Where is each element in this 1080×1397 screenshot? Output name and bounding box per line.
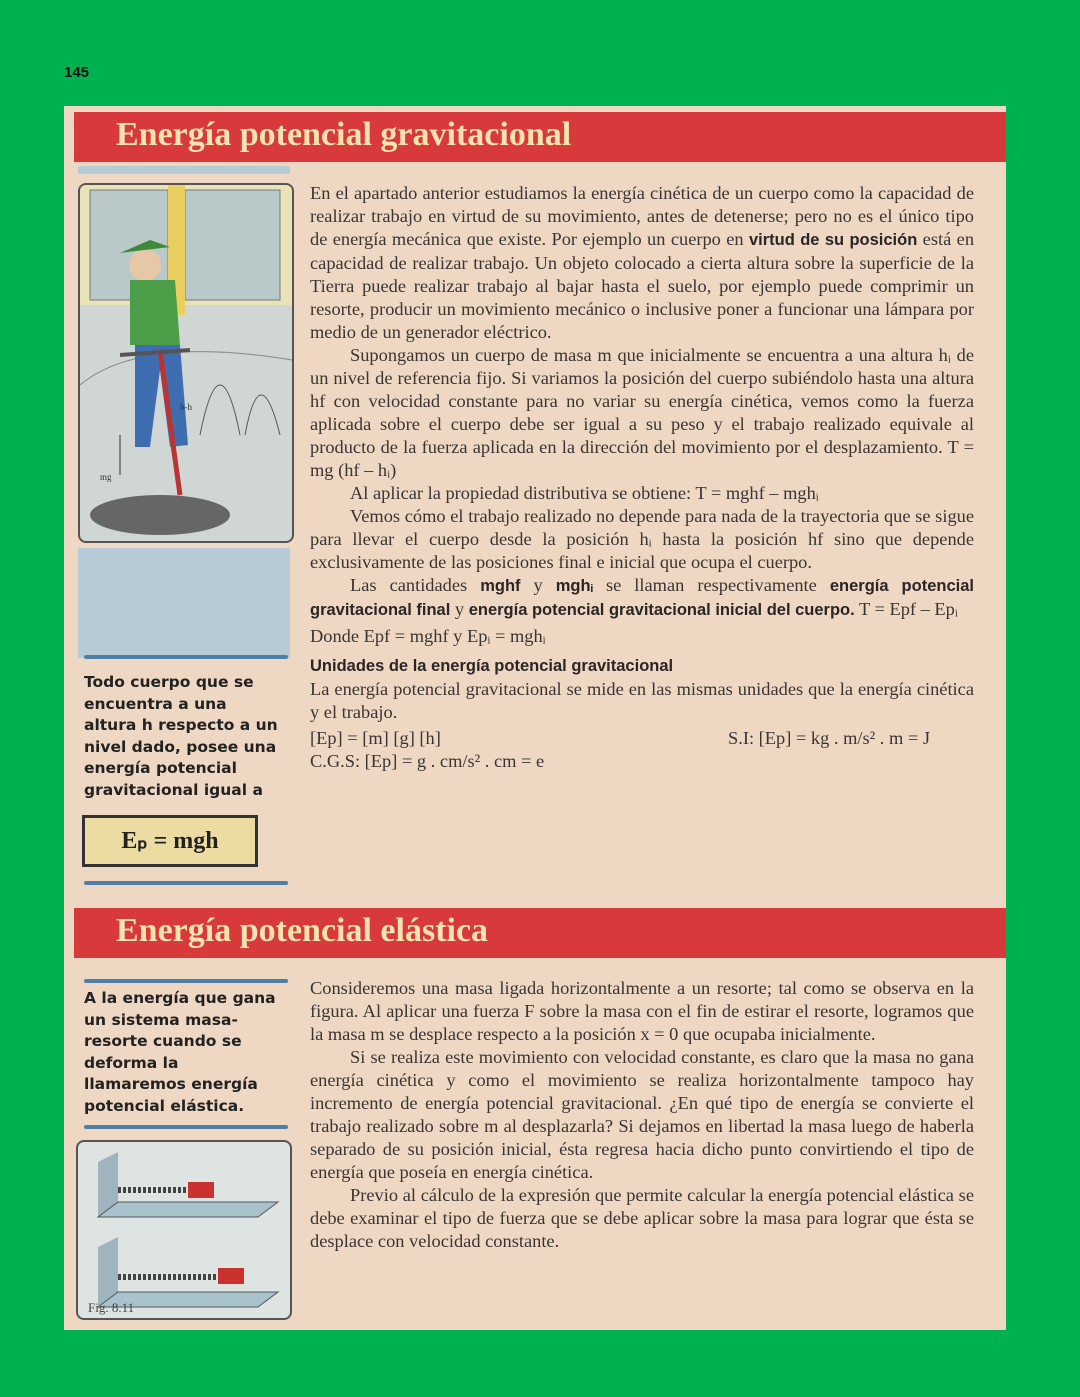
- figure-caption: Fig. 8.11: [88, 1300, 135, 1315]
- equation: C.G.S: [Ep] = g . cm/s² . cm = e: [310, 751, 545, 771]
- text: En el apartado anterior estudiamos la energía cinética de un cuerpo como la capacidad de realizar trabajo en virtud de su movimiento, antes de detenerse; pero no es el único tipo de energía mecánica que existe. Por ejemplo un cuerpo en: [310, 183, 974, 249]
- equation: S.I: [Ep] = kg . m/s² . m = J: [728, 728, 930, 748]
- figure-label: mg: [100, 472, 112, 482]
- paragraph: Si se realiza este movimiento con velocidad constante, es claro que la masa no gana energía cinética y como el movimiento se realiza horizontalmente tampoco hay incremento de energía potencial gravitacional. ¿En qué tipo de energía se convierte el trabajo realizado sobre m al desplazarla? Si dejamos en libertad la masa luego de haberla separado de su posición inicial, ésta regresa hacia dicho punto convirtiendo el tipo de energía que poseía en energía cinética.: [310, 1047, 974, 1182]
- sidebar-note: A la energía que gana un sistema masa-resorte cuando se deforma la llamaremos energía potencial elástica.: [84, 989, 276, 1115]
- divider: [84, 881, 288, 885]
- mass-spring-figure: [76, 1140, 292, 1320]
- equation: [Ep] = [m] [g] [h]: [310, 728, 441, 748]
- section-title: Energía potencial gravitacional: [116, 116, 572, 153]
- text: y: [450, 599, 469, 619]
- text: y: [520, 575, 556, 595]
- paragraph: Consideremos una masa ligada horizontalmente a un resorte; tal como se observa en la figura. Al aplicar una fuerza F sobre la masa con el fin de estirar el resorte, logramos que la masa m se desplace respecto a la posición x = 0 que ocupaba inicialmente.: [310, 978, 974, 1044]
- bold-text: virtud de su posición: [749, 231, 918, 249]
- section-title: Energía potencial elástica: [116, 912, 489, 949]
- divider: [84, 1125, 288, 1129]
- section-banner: [74, 112, 1006, 162]
- subheading: Unidades de la energía potencial gravitacional: [310, 657, 674, 675]
- text: Las cantidades: [350, 575, 481, 595]
- formula-box: Eₚ = mgh: [82, 815, 258, 867]
- text: se llaman respectivamente: [592, 575, 830, 595]
- bold-text: energía potencial gravitacional final: [310, 577, 974, 619]
- bold-text: energía potencial gravitacional inicial del cuerpo.: [468, 601, 855, 619]
- pogo-stick-illustration: [78, 183, 294, 543]
- paragraph: La energía potencial gravitacional se mide en las mismas unidades que la energía cinética y el trabajo.: [310, 679, 974, 722]
- divider: [84, 655, 288, 659]
- main-text-section2: [310, 977, 974, 1253]
- divider: [78, 166, 290, 174]
- paragraph: Supongamos un cuerpo de masa m que inicialmente se encuentra a una altura hᵢ de un nivel de referencia fijo. Si variamos la posición del cuerpo subiéndolo hasta una altura hf con velocidad constante para no variar su energía cinética, vemos como la fuerza aplicada sobre el cuerpo debe ser igual a su peso y el trabajo realizado equivale al producto de la fuerza aplicada en la dirección del movimiento por el desplazamiento. T = mg (hf – hᵢ): [310, 345, 974, 480]
- paragraph: Previo al cálculo de la expresión que permite calcular la energía potencial elástica se debe examinar el tipo de fuerza que se debe aplicar sobre la masa para lograr que ésta se desplace con velocidad constante.: [310, 1185, 974, 1251]
- paragraph: Vemos cómo el trabajo realizado no depende para nada de la trayectoria que se sigue para llevar el cuerpo desde la posición hᵢ hasta la posición hf sino que depende exclusivamente de las posiciones final e inicial que ocupa el cuerpo.: [310, 506, 974, 572]
- bold-text: mghf: [480, 577, 521, 595]
- divider: [84, 979, 288, 983]
- bold-text: mghᵢ: [555, 577, 593, 595]
- text: T = Epf – Epᵢ: [854, 599, 958, 619]
- figure-label: h-h: [180, 402, 192, 412]
- section-banner: [74, 908, 1006, 958]
- text: está en capacidad de realizar trabajo. Un objeto colocado a cierta altura sobre la superficie de la Tierra puede realizar trabajo al bajar hasta el suelo, por ejemplo puede comprimir un resorte, producir un movimiento mecánico o inclusive poner a funcionar una lámpara por medio de un generador eléctrico.: [310, 229, 975, 342]
- page-number: 145: [64, 64, 90, 81]
- paragraph: Donde Epf = mghf y Epᵢ = mghᵢ: [310, 626, 546, 646]
- blank-panel: [78, 548, 290, 658]
- sidebar-note: Todo cuerpo que se encuentra a una altura h respecto a un nivel dado, posee una energía potencial gravitacional igual a: [84, 673, 278, 799]
- paragraph: Al aplicar la propiedad distributiva se obtiene: T = mghf – mghᵢ: [350, 483, 819, 503]
- main-text-section1: [310, 182, 974, 773]
- textbook-page: [64, 106, 1006, 1330]
